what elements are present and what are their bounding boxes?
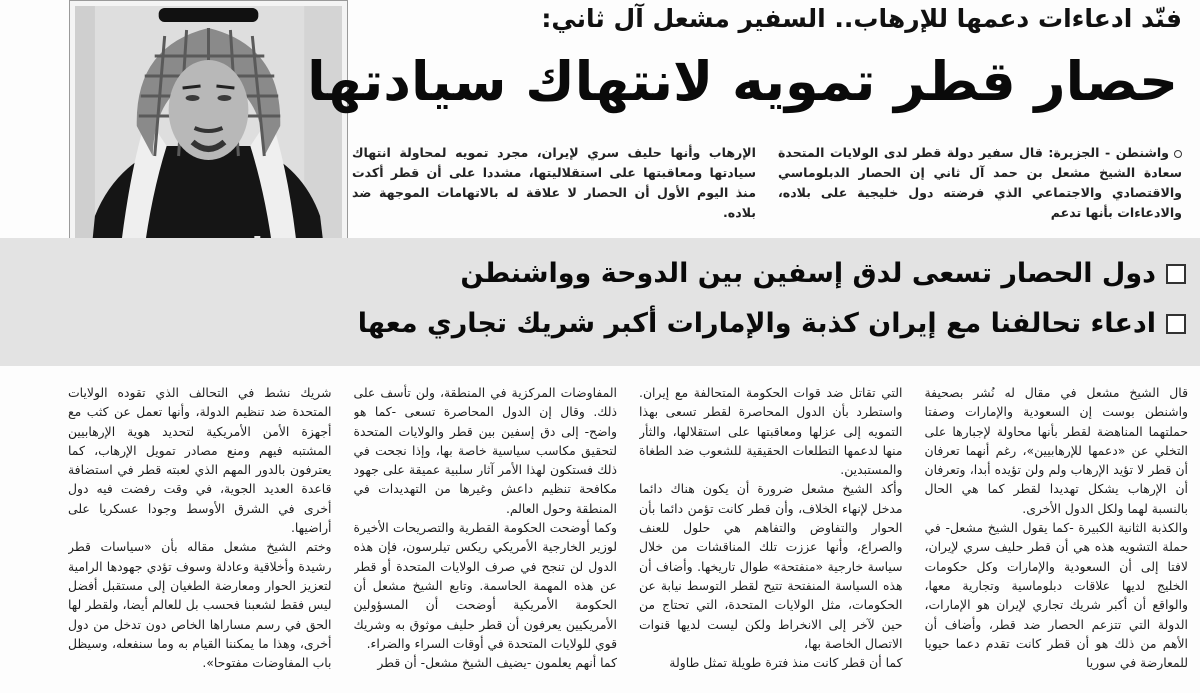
body-paragraph: شريك نشط في التحالف الذي تقوده الولايات المتحدة ضد تنظيم الدولة، وأنها تعمل عن كثب مع أجهزة الأمن الأمريكية لتحديد هوية الإرهابيين المشتبه فيهم ومنع مصادر تمويل الإرهاب، كما يعترفون بالدور المهم الذي لعبته قطر في استضافة قاعدة العديد الجوية، في وقت رفضت فيه دول أخرى في الشرق الأوسط وجودا عسكريا على أراضيها.	[68, 385, 332, 536]
body-column-2	[639, 383, 903, 693]
subhead-2	[306, 308, 1186, 339]
article-kicker: فنّد ادعاءات دعمها للإرهاب.. السفير مشعل آل ثاني:	[541, 4, 1182, 33]
lead-text-right: واشنطن - الجزيرة: قال سفير دولة قطر لدى الولايات المتحدة سعادة الشيخ مشعل بن حمد آل ثاني إن الحصار الدبلوماسي والاقتصادي والاجتماعي الذي فرضته دول خليجية على بلاده، والادعاءات بأنها تدعم	[778, 145, 1182, 220]
subhead-square-icon	[1166, 264, 1186, 284]
body-paragraph: كما أن قطر كانت منذ فترة طويلة تمثل طاولة	[669, 655, 903, 671]
body-paragraph: وكما أوضحت الحكومة القطرية والتصريحات الأخيرة لوزير الخارجية الأمريكي ريكس تيلرسون، فإن هذه الدول لن تنجح في صرف الولايات المتحدة أو قطر عن هذه المهمة الحاسمة. وتابع الشيخ مشعل أن الحكومة الأمريكية أوضحت أن المسؤولين الأمريكيين يعرفون أن قطر حليف موثوق به وشريك قوي للولايات المتحدة في أوقات السراء والضراء.	[353, 520, 617, 651]
body-paragraph: وأكد الشيخ مشعل ضرورة أن يكون هناك دائما مدخل لإنهاء الخلاف، وأن قطر كانت تؤمن دائما بأن الحوار والتفاوض والتفاهم هي حلول للعنف والصراع، وأنها عززت تلك المناقشات من خلال سياسة خارجية «منفتحة» طوال تاريخها. وأضاف أن هذه السياسة المنفتحة تتيح لقطر التوسط نيابة عن الحكومات، مثل الولايات المتحدة، التي تحتاج من حين لآخر إلى الانخراط ولكن ليست لديها قنوات الاتصال الخاصة بها،	[639, 481, 903, 651]
body-paragraph: والكذبة الثانية الكبيرة -كما يقول الشيخ مشعل- في حملة التشويه هذه هي أن قطر حليف سري لإيران، لافتا إلى أن السعودية والإمارات وكل حكومات الخليج لديها علاقات دبلوماسية وتجارية معها، والواقع أن أكبر شريك تجاري لإيران هو الإمارات، الدولة التي تتزعم الحصار ضد قطر، وأضاف أن الأهم من ذلك هو أن قطر كانت تقدم دعما حيويا للمعارضة في سوريا	[924, 520, 1188, 671]
lead-text-left: الإرهاب وأنها حليف سري لإيران، مجرد تمويه لمحاولة انتهاك سيادتها ومعاقبتها على استقلاليتها، مشددا على أن قطر أكدت منذ اليوم الأول أن الحصار لا علاقة له بالاتهامات الموجهة ضد بلاده.	[352, 145, 756, 220]
subhead-square-icon	[1166, 314, 1186, 334]
lead-column-right	[778, 143, 1182, 223]
body-column-1	[925, 383, 1189, 693]
subhead-1	[306, 258, 1186, 289]
body-columns	[68, 383, 1188, 693]
article-headline: حصار قطر تمويه لانتهاك سيادتها	[307, 50, 1178, 113]
body-paragraph: كما أنهم يعلمون -يضيف الشيخ مشعل- أن قطر	[377, 655, 617, 671]
body-paragraph: التي تقاتل ضد قوات الحكومة المتحالفة مع إيران. واستطرد بأن الدول المحاصرة لقطر تسعى بهذا التمويه إلى عزلها ومعاقبتها على استقلالها، والثأر منها لدعمها التطلعات الحقيقية للشعوب ضد الطغاة والمستبدين.	[639, 385, 903, 478]
body-column-4	[68, 383, 332, 693]
lead-paragraph	[352, 143, 1182, 223]
subhead-2-text: ادعاء تحالفنا مع إيران كذبة والإمارات أكبر شريك تجاري معها	[357, 308, 1156, 339]
body-column-3	[354, 383, 618, 693]
subhead-1-text: دول الحصار تسعى لدق إسفين بين الدوحة وواشنطن	[460, 258, 1156, 289]
body-paragraph: وختم الشيخ مشعل مقاله بأن «سياسات قطر رشيدة وأخلاقية وعادلة وسوف تؤدي جهودها الرامية لتعزيز الحوار ومعارضة الطغيان إلى مستقبل أفضل ليس فقط لشعبنا فحسب بل للعالم أيضا، ولقطر لها الحق في رسم مساراها الخاص دون تدخل من دول أخرى، وهذا ما يمكننا القيام به وما سنفعله، وسيظل باب المفاوضات مفتوحا».	[68, 539, 332, 671]
body-paragraph: قال الشيخ مشعل في مقال له نُشر بصحيفة واشنطن بوست إن السعودية والإمارات وصفتا حملتهما المناهضة لقطر بأنها محاولة لإجبارها على التخلي عن «دعمها للإرهابيين»، رغم أنهما تعرفان أن قطر لا تؤيد الإرهاب ولم ولن تؤيده أبدا، وتعرفان أن الإرهاب يشكل تهديدا لقطر كما هي الحال بالنسبة لهما ولكل الدول الأخرى.	[924, 385, 1188, 516]
body-paragraph: المفاوضات المركزية في المنطقة، ولن تأسف على ذلك. وقال إن الدول المحاصرة تسعى -كما هو واضح- إلى دق إسفين بين قطر والولايات المتحدة لتحقيق مكاسب سياسية خاصة بها، وإذا نجحت في ذلك فستكون لهذا الأمر آثار سلبية عميقة على جهود مكافحة تنظيم داعش وغيرها من التهديدات في المنطقة وحول العالم.	[353, 385, 617, 516]
lead-circle-icon	[1174, 150, 1182, 158]
lead-column-left	[352, 143, 756, 223]
